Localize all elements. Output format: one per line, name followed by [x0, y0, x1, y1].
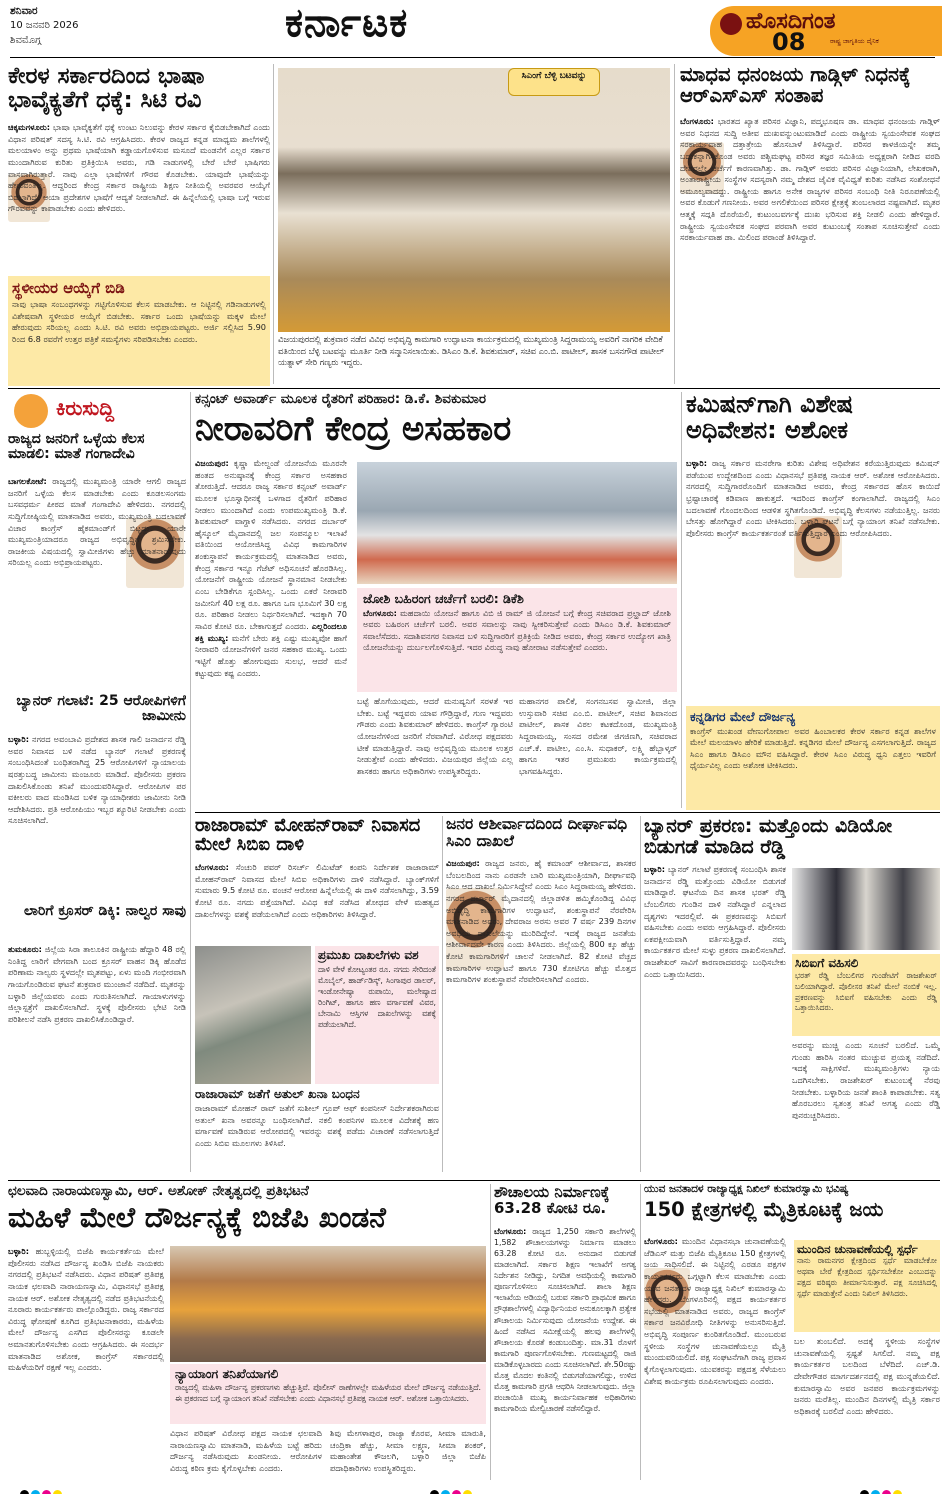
dateline: ಬಳ್ಳಾರಿ:: [644, 864, 665, 874]
headline: ಶೌಚಾಲಯ ನಿರ್ಮಾಣಕ್ಕೆ 63.28 ಕೋಟಿ ರೂ.: [494, 1184, 610, 1218]
date-label: 10 ಜನವರಿ 2026: [10, 20, 79, 32]
kicker: ಯುವ ಜನತಾದಳ ರಾಜ್ಯಾಧ್ಯಕ್ಷ ನಿಖಿಲ್ ಕುಮಾರಸ್ವಾಮಿ ಭವಿಷ್ಯ: [644, 1184, 849, 1195]
box-title: ಮುಂದಿನ ಚುನಾವಣೆಯಲ್ಲಿ ಸ್ಪರ್ಧೆ: [797, 1242, 918, 1256]
article-body: [8, 944, 186, 1174]
box-title: ಸಿಬಿಐಗೆ ವಹಿಸಲಿ: [795, 956, 859, 970]
dateline: ಬಳ್ಳಾರಿ:: [686, 458, 707, 468]
article-col3: ಶಿವು ಮೇಗಳಾಪುರ, ರಾಜ್ಯಾ ಕೊರವ, ಸೀಮಾ ಮಾರುತಿ, ಚಂದ್ರಿಕಾ ಹೆಚ್ಚು, ಸೀಮಾ ಲಕ್ಷ್ಮಣ, ಸೀಮಾ ಶಂಕರ್, ಮಹಾಂತೇಶ ಕೌಜಲಗಿ, ಬಳ್ಳಾರಿ ಜಿಲ್ಲಾ ಬಿಜೆಪಿ ಪದಾಧಿಕಾರಿಗಳು ಉಪಸ್ಥಿತರಿದ್ದರು.: [330, 1428, 486, 1473]
article-cbi-raid: [195, 816, 439, 1176]
article-col3: ಮಹಾನಗರ ಪಾಲಿಕೆ, ಸಂಗನಬಸವ ಸ್ವಾಮೀಜಿ, ಜಿಲ್ಲಾ ಉಸ್ತುವಾರಿ ಸಚಿವ ಎಂ.ಬಿ. ಪಾಟೀಲ್, ಸಚಿವ ಶಿವಾನಂದ ಪಾಟೀಲ್, ಶಾಸಕ ವಿಠಲ ಕಟಕದೊಂಡ, ಮುಖ್ಯಮಂತ್ರಿ ಸಿದ್ದರಾಮಯ್ಯ, ಸಂಸದ ರಮೇಶ ಜಿಗಜಿಣಗಿ, ಸಚಿವರಾದ ಎಚ್.ಕೆ. ಪಾಟೀಲ, ಎಂ.ಸಿ. ಸುಧಾಕರ್, ಲಕ್ಷ್ಮಿ ಹೆಬ್ಬಾಳ್ಕರ್ ಹಾಗೂ ಇತರ ಪ್ರಮುಖರು ಕಾರ್ಯಕ್ರಮದಲ್ಲಿ ಭಾಗವಹಿಸಿದ್ದರು.: [519, 696, 677, 776]
headline: ರಾಜಾರಾಮ್ ಮೋಹನ್‌ರಾವ್ ನಿವಾಸದ ಮೇಲೆ ಸಿಬಿಐ ದಾಳಿ: [195, 816, 421, 856]
masthead-rule: [10, 57, 935, 58]
article-body: [644, 1236, 786, 1484]
article-body: [494, 1226, 636, 1484]
photo-caption: ವಿಜಯಪುರದಲ್ಲಿ ಶುಕ್ರವಾರ ನಡೆದ ವಿವಿಧ ಅಭಿವೃದ್ಧಿ ಕಾಮಗಾರಿ ಉದ್ಘಾಟನಾ ಕಾರ್ಯಕ್ರಮದಲ್ಲಿ ಮುಖ್ಯಮಂತ್ರಿ ಸಿದ್ದರಾಮಯ್ಯ ಅವರಿಗೆ ನಾಗರಿಕ ವೇದಿಕೆ ವತಿಯಿಂದ ಬೆಳ್ಳಿ ಬಟವನ್ನು ಮೂರ್ತಿ ನೀಡಿ ಸನ್ಮಾನಿಸಲಾಯಿತು. ಡಿಸಿಎಂ ಡಿ.ಕೆ. ಶಿವಕುಮಾರ್, ಸಚಿವ ಎಂ.ಬಿ. ಪಾಟೀಲ್, ಶಾಸಕ ಬಸನಗೌಡ ಪಾಟೀಲ್ ಯತ್ನಾಳ್ ಸೇರಿ ಗಣ್ಯರು ಇದ್ದರು.: [278, 334, 665, 368]
place-label: ಶಿವಮೊಗ್ಗ: [10, 34, 42, 46]
article-col2: ಅವರನ್ನು ಮುಚ್ಚಿ ಎಂದು ಸೂಚನೆ ಬರಲಿದೆ. ಒಮ್ಮೆ ಗುಂಡು ಹಾರಿಸಿ ನಂತರ ಮುಚ್ಚುವ ಪ್ರಯತ್ನ ನಡೆದಿದೆ. ಇದಕ್ಕೆ ಸಾಕ್ಷಿಗಳಿವೆ. ಮುಖ್ಯಮಂತ್ರಿಗಳು ನ್ಯಾಯ ಒದಗಿಸಬೇಕು. ರಾಜಶೇಖರ್ ಕುಟುಂಬಕ್ಕೆ ನೆರವು ನೀಡಬೇಕು. ಬಳ್ಳಾರಿಯ ಜನತೆ ಶಾಂತಿ ಕಾಪಾಡಬೇಕು. ಸತ್ಯ ಹೊರಬರಲು ಸ್ವತಂತ್ರ ತನಿಖೆ ಅಗತ್ಯ ಎಂದು ರೆಡ್ಡಿ ಪುನರುಚ್ಚರಿಸಿದರು.: [792, 1040, 940, 1120]
article-body: [8, 476, 186, 702]
documents-box: [315, 946, 439, 1084]
article-col2: ಬಲ ತುಂಬಲಿದೆ. ಅದಕ್ಕೆ ಸ್ಥಳೀಯ ಸಂಸ್ಥೆಗಳ ಚುನಾವಣೆಯಲ್ಲಿ ಸ್ಪಷ್ಟತೆ ಸಿಗಲಿದೆ. ನಮ್ಮ ಪಕ್ಷ ಕಾರ್ಯಕರ್ತರ ಬಲದಿಂದ ಬೆಳೆದಿದೆ. ಎಚ್.ಡಿ. ದೇವೇಗೌಡರ ಮಾರ್ಗದರ್ಶನದಲ್ಲಿ ಪಕ್ಷ ಮುನ್ನಡೆಯಲಿದೆ. ಕುಮಾರಸ್ವಾಮಿ ಅವರ ಜನಪರ ಕಾರ್ಯಕ್ರಮಗಳನ್ನು ಜನರು ಮರೆತಿಲ್ಲ. ಮುಂದಿನ ದಿನಗಳಲ್ಲಿ ಮೈತ್ರಿ ಸರ್ಕಾರ ಅಧಿಕಾರಕ್ಕೆ ಬರಲಿದೆ ಎಂದು ಹೇಳಿದರು.: [794, 1336, 940, 1416]
cash-seized-photo: [195, 946, 311, 1084]
dateline: ಬಳ್ಳಾರಿ:: [8, 1246, 29, 1256]
masthead: [0, 0, 945, 58]
section-title: ಕರ್ನಾಟಕ: [285, 0, 409, 46]
date-block: [10, 4, 210, 52]
headline: ಮಾಧವ ಧನಂಜಯ ಗಾಡ್ಗಿಳ್ ನಿಧನಕ್ಕೆ ಆರ್‌ಎಸ್‌ಎಸ್ ಸಂತಾಪ: [680, 64, 911, 108]
kirusuddi-label: ಕಿರುಸುದ್ದಿ: [56, 396, 115, 420]
box-body: [363, 608, 671, 655]
box-title: ಕನ್ನಡಿಗರ ಮೇಲೆ ದೌರ್ಜನ್ಯ: [690, 709, 796, 724]
article-body: [8, 734, 186, 904]
row-rule: [195, 812, 940, 813]
day-label: ಶನಿವಾರ: [10, 5, 38, 17]
dateline: ಬೆಂಗಳೂರು:: [494, 1227, 527, 1236]
divider: [640, 1184, 641, 1480]
paper-name: ಹೊಸದಿಗಂತ: [746, 9, 836, 34]
registration-marks-center: [430, 1484, 510, 1494]
registration-marks-right: [860, 1484, 940, 1494]
protest-photo: [170, 1246, 486, 1362]
body-text: ರಾಜ್ಯ ಸರ್ಕಾರ ಮನರೇಗಾ ಕುರಿತು ವಿಶೇಷ ಅಧಿವೇಶನ ಕರೆಯುತ್ತಿರುವುದು ಕಮಿಷನ್ ಪಡೆಯುವ ಉದ್ದೇಶದಿಂದ ಎಂದು ವಿಧಾನಸಭೆ ಪ್ರತಿಪಕ್ಷ ನಾಯಕ ಆರ್. ಅಶೋಕ ಆರೋಪಿಸಿದರು. ನಗರದಲ್ಲಿ ಸುದ್ದಿಗಾರರೊಂದಿಗೆ ಮಾತನಾಡಿದ ಅವರು, ಕೇಂದ್ರ ಸರ್ಕಾರದ ಹೊಸ ಕಾಯಿದೆ ಭ್ರಷ್ಟಾಚಾರಕ್ಕೆ ಕಡಿವಾಣ ಹಾಕುತ್ತದೆ. ಇದರಿಂದ ಕಾಂಗ್ರೆಸ್ ಕಂಗಾಲಾಗಿದೆ. ರಾಜ್ಯದಲ್ಲಿ ಸಿಎಂ ಬದಲಾವಣೆ ಗೊಂದಲದಿಂದ ಆಡಳಿತ ಸ್ಥಗಿತಗೊಂಡಿದೆ. ಅಭಿವೃದ್ಧಿ ಕೆಲಸಗಳು ನಡೆಯುತ್ತಿಲ್ಲ. ಜನರು ಬೇಸತ್ತು ಹೋಗಿದ್ದಾರೆ ಎಂದು ಟೀಕಿಸಿದರು. ಬಳ್ಳಾರಿ ಘಟನೆ ಬಗ್ಗೆ ನ್ಯಾಯಾಂಗ ತನಿಖೆ ನಡೆಸಬೇಕು. ಪೊಲೀಸರು ಕಾಂಗ್ರೆಸ್ ಕಾರ್ಯಕರ್ತರಂತೆ ವರ್ತಿಸುತ್ತಿದ್ದಾರೆ ಎಂದು ಆರೋಪಿಸಿದರು.: [686, 458, 940, 538]
box-body: ಭರತ್ ರೆಡ್ಡಿ ಬೆಂಬಲಿಗರ ಗುಂಡೇಟಿಗೆ ರಾಜಶೇಖರ್ ಬಲಿಯಾಗಿದ್ದಾರೆ. ಪೊಲೀಸರ ತನಿಖೆ ಮೇಲೆ ನಂಬಿಕೆ ಇಲ್ಲ. ಪ್ರಕರಣವನ್ನು ಸಿಬಿಐಗೆ ವಹಿಸಬೇಕು ಎಂದು ರೆಡ್ಡಿ ಒತ್ತಾಯಿಸಿದರು.: [795, 970, 937, 1013]
photo-badge: ಸಿಎಂಗೆ ಬೆಳ್ಳಿ ಬಟವನ್ನು: [508, 68, 600, 96]
dateline: ವಿಜಯಪುರ:: [195, 458, 229, 468]
headline: ಲಾರಿಗೆ ಕ್ರೂಸರ್ ಡಿಕ್ಕಿ: ನಾಲ್ವರ ಸಾವು: [23, 904, 186, 919]
candidacy-box: [794, 1240, 940, 1332]
body-text: ಬ್ಯಾನರ್ ಗಲಾಟೆ ಪ್ರಕರಣಕ್ಕೆ ಸಂಬಂಧಿಸಿ ಶಾಸಕ ಜನಾರ್ದನ ರೆಡ್ಡಿ ಮತ್ತೊಂದು ವಿಡಿಯೋ ಬಿಡುಗಡೆ ಮಾಡಿದ್ದಾರೆ. ಘಟನೆಯ ದಿನ ಶಾಸಕ ಭರತ್ ರೆಡ್ಡಿ ಬೆಂಬಲಿಗರು ಗುಂಡಿನ ದಾಳಿ ನಡೆಸಿದ್ದಾರೆ ಎನ್ನಲಾದ ದೃಶ್ಯಗಳು ಇದರಲ್ಲಿವೆ. ಈ ಪ್ರಕರಣವನ್ನು ಸಿಬಿಐಗೆ ವಹಿಸಬೇಕು ಎಂದು ಅವರು ಆಗ್ರಹಿಸಿದ್ದಾರೆ. ಪೊಲೀಸರು ಏಕಪಕ್ಷೀಯವಾಗಿ ವರ್ತಿಸುತ್ತಿದ್ದಾರೆ. ನಮ್ಮ ಕಾರ್ಯಕರ್ತರ ಮೇಲೆ ಸುಳ್ಳು ಪ್ರಕರಣ ದಾಖಲಿಸಲಾಗಿದೆ. ರಾಜಶೇಖರ್ ಸಾವಿಗೆ ಕಾರಣರಾದವರನ್ನು ಬಂಧಿಸಬೇಕು ಎಂದು ಒತ್ತಾಯಿಸಿದರು.: [644, 864, 786, 979]
article-nikhil-alliance: [644, 1184, 940, 1484]
headline: ನೀರಾವರಿಗೆ ಕೇಂದ್ರ ಅಸಹಕಾರ: [195, 408, 512, 449]
kirusuddi-header: [8, 392, 186, 430]
article-cruiser-accident: [8, 904, 186, 1174]
article-ct-ravi: [8, 64, 270, 386]
kicker: ಕನ್ಸಂಟ್ ಅವಾರ್ಡ್ ಮೂಲಕ ರೈತರಿಗೆ ಪರಿಹಾರ: ಡಿ.ಕೆ. ಶಿವಕುಮಾರ: [195, 392, 487, 407]
box-title: ನ್ಯಾಯಾಂಗ ತನಿಖೆಯಾಗಲಿ: [175, 1366, 279, 1381]
article-irrigation: [195, 392, 677, 810]
divider: [640, 816, 641, 1172]
body-text: ಕೃಷ್ಣಾ ಮೇಲ್ದಂಡೆ ಯೋಜನೆಯ ಮೂರನೇ ಹಂತದ ಅನುಷ್ಠಾನಕ್ಕೆ ಕೇಂದ್ರ ಸರ್ಕಾರ ಅಸಹಕಾರ ತೋರುತ್ತಿದೆ. ಆದರೂ ರಾಜ್ಯ ಸರ್ಕಾರ ಕನ್ಸಂಟ್ ಅವಾರ್ಡ್ ಮೂಲಕ ಭೂಸ್ವಾಧೀನಕ್ಕೆ ಒಳಗಾದ ರೈತರಿಗೆ ಪರಿಹಾರ ನೀಡಲು ಮುಂದಾಗಿದೆ ಎಂದು ಉಪಮುಖ್ಯಮಂತ್ರಿ ಡಿ.ಕೆ. ಶಿವಕುಮಾರ್ ವಾಗ್ದಾಳಿ ನಡೆಸಿದರು. ನಗರದ ದರ್ಬಾರ್ ಹೈಸ್ಕೂಲ್ ಮೈದಾನದಲ್ಲಿ ಜಲ ಸಂಪನ್ಮೂಲ ಇಲಾಖೆ ವತಿಯಿಂದ ಆಯೋಜಿಸಿದ್ದ ವಿವಿಧ ಕಾಮಗಾರಿಗಳ ಶಂಕುಸ್ಥಾಪನೆ ಕಾರ್ಯಕ್ರಮದಲ್ಲಿ ಮಾತನಾಡಿದ ಅವರು, ಕೇಂದ್ರ ಸರ್ಕಾರ ಇನ್ನೂ ಗೆಜೆಟ್ ಅಧಿಸೂಚನೆ ಹೊರಡಿಸಿಲ್ಲ. ಯೋಜನೆಗೆ ರಾಷ್ಟ್ರೀಯ ಯೋಜನೆ ಸ್ಥಾನಮಾನ ನೀಡಬೇಕು ಎಂಬ ಬೇಡಿಕೆಗೂ ಸ್ಪಂದಿಸಿಲ್ಲ. ಒಂದು ಎಕರೆ ನೀರಾವರಿ ಜಮೀನಿಗೆ 40 ಲಕ್ಷ ರೂ. ಹಾಗೂ ಒಣ ಭೂಮಿಗೆ 30 ಲಕ್ಷ ರೂ. ಪರಿಹಾರ ನೀಡಲು ನಿರ್ಧರಿಸಲಾಗಿದೆ. ಇದಕ್ಕಾಗಿ 70 ಸಾವಿರ ಕೋಟಿ ರೂ. ಬೇಕಾಗುತ್ತದೆ ಎಂದರು.: [195, 458, 347, 631]
joshi-debate-box: [357, 588, 677, 692]
atul-khanna-arrest: [195, 1088, 439, 1176]
article-reddy-video: [644, 816, 940, 1176]
body-text: ಮುಂದಿನ ವಿಧಾನಸಭಾ ಚುನಾವಣೆಯಲ್ಲಿ ಜೆಡಿಎಸ್ ಮತ್ತು ಬಿಜೆಪಿ ಮೈತ್ರಿಕೂಟ 150 ಕ್ಷೇತ್ರಗಳಲ್ಲಿ ಜಯ ಸಾಧಿಸಲಿದೆ. ಈ ನಿಟ್ಟಿನಲ್ಲಿ ಎರಡೂ ಪಕ್ಷಗಳ ಕಾರ್ಯಕರ್ತರು ಒಗ್ಗಟ್ಟಾಗಿ ಕೆಲಸ ಮಾಡಬೇಕು ಎಂದು ಯುವ ಜನತಾದಳ ರಾಜ್ಯಾಧ್ಯಕ್ಷ ನಿಖಿಲ್ ಕುಮಾರಸ್ವಾಮಿ ಹೇಳಿದರು. ಬೆಂಗಳೂರಿನಲ್ಲಿ ಪಕ್ಷದ ಕಾರ್ಯಕರ್ತರ ಸಭೆಯಲ್ಲಿ ಮಾತನಾಡಿದ ಅವರು, ರಾಜ್ಯದ ಕಾಂಗ್ರೆಸ್ ಸರ್ಕಾರ ಜನವಿರೋಧಿ ನೀತಿಗಳನ್ನು ಅನುಸರಿಸುತ್ತಿದೆ. ಅಭಿವೃದ್ಧಿ ಸಂಪೂರ್ಣ ಕುಂಠಿತಗೊಂಡಿದೆ. ಮುಂಬರುವ ಸ್ಥಳೀಯ ಸಂಸ್ಥೆಗಳ ಚುನಾವಣೆಯಲ್ಲೂ ಮೈತ್ರಿ ಮುಂದುವರಿಯಲಿದೆ. ಪಕ್ಷ ಸಂಘಟನೆಗಾಗಿ ರಾಜ್ಯ ಪ್ರವಾಸ ಕೈಗೊಳ್ಳಲಾಗುವುದು. ಯುವಕರನ್ನು ಪಕ್ಷದತ್ತ ಸೆಳೆಯಲು ವಿಶೇಷ ಕಾರ್ಯಕ್ರಮ ರೂಪಿಸಲಾಗುವುದು ಎಂದರು.: [644, 1236, 786, 1386]
body-text: ಭಾಷಾ ಭಾವೈಕ್ಯತೆಗೆ ಧಕ್ಕೆ ಉಂಟು ನಿಲುವನ್ನು ಕೇರಳ ಸರ್ಕಾರ ಕೈಬಿಡಬೇಕಾಗಿದೆ ಎಂದು ವಿಧಾನ ಪರಿಷತ್ ಸದಸ್ಯ ಸಿ.ಟಿ. ರವಿ ಆಗ್ರಹಿಸಿದರು. ಕೇರಳ ರಾಜ್ಯದ ಕನ್ನಡ ಮಾಧ್ಯಮ ಶಾಲೆಗಳಲ್ಲಿ ಮಲಯಾಳಂ ಅನ್ನು ಪ್ರಥಮ ಭಾಷೆಯಾಗಿ ಕಡ್ಡಾಯಗೊಳಿಸುವ ಮಸೂದೆ ಮಂಡನೆಗೆ ಎಲ್ಲರ ಸರ್ಕಾರ ಮುಂದಾಗಿರುವ ಕುರಿತು ಪ್ರತಿಕ್ರಿಯಿಸಿ ಅವರು, ಗಡಿ ನಾಡುಗಳಲ್ಲಿ ಬೇರೆ ಬೇರೆ ಭಾಷಿಗರು ವಾಸವಾಗಿರುತ್ತಾರೆ. ನಾವು ಎಲ್ಲಾ ಭಾಷೆಗಳಿಗೆ ಗೌರವ ಕೊಡಬೇಕು. ಯಾವುದೇ ಭಾಷೆಯನ್ನು ಹೇರುವಂತಿಲ್ಲ. ಆದ್ದರಿಂದ ಕೇಂದ್ರ ಸರ್ಕಾರ ರಾಷ್ಟ್ರೀಯ ಶಿಕ್ಷಣ ನೀತಿಯಲ್ಲಿ ಅವರವರ ಆಯ್ಕೆಗೆ ಬಿಡಲಾಗಿದೆ. ಆಯಾ ಪ್ರದೇಶಗಳ ಭಾಷೆಗೆ ಆದ್ಯತೆ ನೀಡಲಾಗಿದೆ. ಈ ಹಿನ್ನೆಲೆಯಲ್ಲಿ ಭಾಷಾ ಬಗ್ಗೆ ಇರುವ ಗೌರವವನ್ನು ಕಾಪಾಡಬೇಕು ಎಂದು ಹೇಳಿದರು.: [8, 122, 270, 214]
dateline: ಬಾಗಲಕೋಟೆ:: [8, 476, 47, 486]
divider: [490, 1184, 491, 1480]
article-body: [686, 458, 940, 702]
article-col2: ವಿಧಾನ ಪರಿಷತ್ ವಿರೋಧ ಪಕ್ಷದ ನಾಯಕ ಛಲವಾದಿ ನಾರಾಯಣಸ್ವಾಮಿ ಮಾತನಾಡಿ, ಮಹಿಳೆಯ ಬಟ್ಟೆ ಹರಿದು ದೌರ್ಜನ್ಯ ನಡೆಸಿರುವುದು ಖಂಡನೀಯ. ಆರೋಪಿಗಳ ವಿರುದ್ಧ ಕಠಿಣ ಕ್ರಮ ಕೈಗೊಳ್ಳಬೇಕು ಎಂದರು.: [170, 1428, 322, 1473]
subhead-body: ಮನೆಗೆ ಬೇರು ಶಕ್ತಿ ಎಷ್ಟು ಮುಖ್ಯವೋ ಹಾಗೆ ನೀರಾವರಿ ಯೋಜನೆಗಳಿಗೆ ಜನರ ಸಹಕಾರ ಮುಖ್ಯ. ಒಂದು ಇಟ್ಟಿಗೆ ಹೊತ್ತು ಹೋಗುವುದು ಸುಲಭ, ಆದರೆ ಮನೆ ಕಟ್ಟುವುದು ಕಷ್ಟ ಎಂದರು.: [195, 632, 347, 678]
article-cm-record: [446, 816, 636, 1176]
headline: ರಾಜ್ಯದ ಜನರಿಗೆ ಒಳ್ಳೆಯ ಕೆಲಸ ಮಾಡಲಿ: ಮಾತೆ ಗಂಗಾದೇವಿ: [8, 432, 145, 463]
kannadiga-box: [686, 706, 940, 810]
headline: ಕೇರಳ ಸರ್ಕಾರದಿಂದ ಭಾಷಾ ಭಾವೈಕ್ಯತೆಗೆ ಧಕ್ಕೆ: ಸಿಟಿ ರವಿ: [8, 64, 205, 114]
kirusuddi-column: [8, 392, 186, 1174]
body-text: ಹುಬ್ಬಳ್ಳಿಯಲ್ಲಿ ಬಿಜೆಪಿ ಕಾರ್ಯಕರ್ತೆಯ ಮೇಲೆ ಪೊಲೀಸರು ನಡೆಸಿದ ದೌರ್ಜನ್ಯ ಖಂಡಿಸಿ ಬಿಜೆಪಿ ನಾಯಕರು ನಗರದಲ್ಲಿ ಪ್ರತಿಭಟನೆ ನಡೆಸಿದರು. ವಿಧಾನ ಪರಿಷತ್ ಪ್ರತಿಪಕ್ಷ ನಾಯಕ ಛಲವಾದಿ ನಾರಾಯಣಸ್ವಾಮಿ, ವಿಧಾನಸಭೆ ಪ್ರತಿಪಕ್ಷ ನಾಯಕ ಆರ್. ಅಶೋಕ ನೇತೃತ್ವದಲ್ಲಿ ನಡೆದ ಪ್ರತಿಭಟನೆಯಲ್ಲಿ ನೂರಾರು ಕಾರ್ಯಕರ್ತರು ಪಾಲ್ಗೊಂಡಿದ್ದರು. ರಾಜ್ಯ ಸರ್ಕಾರದ ವಿರುದ್ಧ ಘೋಷಣೆ ಕೂಗಿದ ಪ್ರತಿಭಟನಾಕಾರರು, ಮಹಿಳೆಯ ಮೇಲೆ ದೌರ್ಜನ್ಯ ಎಸಗಿದ ಪೊಲೀಸರನ್ನು ಕೂಡಲೇ ಅಮಾನತುಗೊಳಿಸಬೇಕು ಎಂದು ಆಗ್ರಹಿಸಿದರು. ಈ ಸಂದರ್ಭ ಮಾತನಾಡಿದ ಅಶೋಕ, ಕಾಂಗ್ರೆಸ್ ಸರ್ಕಾರದಲ್ಲಿ ಮಹಿಳೆಯರಿಗೆ ರಕ್ಷಣೆ ಇಲ್ಲ ಎಂದರು.: [8, 1246, 164, 1373]
box-title: ಪ್ರಮುಖ ದಾಖಲೆಗಳು ವಶ: [318, 948, 419, 962]
divider: [442, 816, 443, 1172]
box-body: ದಾಳಿ ವೇಳೆ ಕೋಟ್ಯಂತರ ರೂ. ನಗದು ಸೇರಿದಂತೆ ಮೊಬೈಲ್, ಹಾರ್ಡ್‌ಡಿಸ್ಕ್, ಸಿಂಗಾಪುರ ಡಾಲರ್, ಇಂಡೋನೇಷ್ಯಾ ರುಪಾಯಿ, ಮಲೇಷ್ಯಾದ ರಿಂಗಿಟ್, ಹಾಗೂ ಹಣ ವರ್ಗಾವಣೆ ವಿವರ, ಬೇನಾಮಿ ಆಸ್ತಿಗಳ ದಾಖಲೆಗಳನ್ನು ವಶಕ್ಕೆ ಪಡೆಯಲಾಗಿದೆ.: [318, 964, 436, 1030]
box-body: ನಾನು ರಾಮನಗರ ಕ್ಷೇತ್ರದಿಂದ ಸ್ಪರ್ಧೆ ಮಾಡಬೇಕೋ ಅಥವಾ ಬೇರೆ ಕ್ಷೇತ್ರದಿಂದ ಸ್ಪರ್ಧಿಸಬೇಕೋ ಎಂಬುದನ್ನು ಪಕ್ಷದ ವರಿಷ್ಠರು ತೀರ್ಮಾನಿಸುತ್ತಾರೆ. ಪಕ್ಷ ಸೂಚಿಸಿದಲ್ಲಿ ಸ್ಪರ್ಧೆ ಮಾಡುತ್ತೇನೆ ಎಂದು ನಿಖಿಲ್ ತಿಳಿಸಿದರು.: [797, 1256, 937, 1298]
divider: [190, 392, 191, 1172]
headline: ಕಮಿಷನ್‌ಗಾಗಿ ವಿಶೇಷ ಅಧಿವೇಶನ: ಅಶೋಕ: [686, 392, 853, 444]
subhead-body: ರಾಜಾರಾಮ್ ಮೋಹನ್ ರಾವ್ ಜತೆಗೆ ಸುಶೀಲ್ ಗ್ರೂಪ್ ಆಫ್ ಕಂಪನೀಸ್ ನಿರ್ದೇಶಕರಾಗಿರುವ ಅತುಲ್ ಖನಾ ಅವರನ್ನೂ ಬಂಧಿಸಲಾಗಿದೆ. ನಕಲಿ ಕಂಪನಿಗಳ ಮೂಲಕ ವಿದೇಶಕ್ಕೆ ಹಣ ವರ್ಗಾವಣೆ ಮಾಡಿರುವ ಆರೋಪದಲ್ಲಿ ಇವರನ್ನು ವಶಕ್ಕೆ ಪಡೆದು ವಿಚಾರಣೆ ನಡೆಸಲಾಗುತ್ತಿದೆ ಎಂದು ಸಿಬಿಐ ಮೂಲಗಳು ತಿಳಿಸಿವೆ.: [195, 1102, 439, 1148]
paper-logo: [710, 6, 942, 56]
article-bjp-protest: [8, 1184, 486, 1484]
body-text: ಸೆಂಚುರಿ ಪವರ್ ರಿಸರ್ಚ್ ಲಿಮಿಟೆಡ್ ಕಂಪನಿ ನಿರ್ದೇಶಕ ರಾಜಾರಾಮ್ ಮೋಹನ್‌ರಾವ್ ನಿವಾಸದ ಮೇಲೆ ಸಿಬಿಐ ಅಧಿಕಾರಿಗಳು ದಾಳಿ ನಡೆಸಿದ್ದಾರೆ. ಬ್ಯಾಂಕ್‌ಗಳಿಗೆ ಸುಮಾರು 9.5 ಕೋಟಿ ರೂ. ವಂಚನೆ ಆರೋಪ ಹಿನ್ನೆಲೆಯಲ್ಲಿ ಈ ದಾಳಿ ನಡೆಸಲಾಗಿದ್ದು, 3.59 ಕೋಟಿ ರೂ. ನಗದು ಪತ್ತೆಯಾಗಿದೆ. ವಿವಿಧ ಕಡೆ ನಡೆಸಿದ ಶೋಧದ ವೇಳೆ ಮಹತ್ವದ ದಾಖಲೆಗಳನ್ನು ವಶಕ್ಕೆ ಪಡೆಯಲಾಗಿದೆ ಎಂದು ಅಧಿಕಾರಿಗಳು ತಿಳಿಸಿದ್ದಾರೆ.: [195, 862, 439, 919]
article-banner-bail: [8, 694, 186, 904]
headline: ಬ್ಯಾನರ್ ಗಲಾಟೆ: 25 ಆರೋಪಿಗಳಿಗೆ ಜಾಮೀನು: [16, 694, 186, 725]
reddy-photo: [792, 868, 940, 950]
article-body: [195, 862, 439, 950]
subbox-body: ನಾವು ಭಾಷಾ ಸಂಬಂಧಗಳನ್ನು ಗಟ್ಟಿಗೊಳಿಸುವ ಕೆಲಸ ಮಾಡಬೇಕು. ಆ ನಿಟ್ಟಿನಲ್ಲಿ ಗಡಿನಾಡುಗಳಲ್ಲಿ ವಿಶೇಷವಾಗಿ ಸ್ಥಳೀಯರ ಆಯ್ಕೆಗೆ ಬಿಡಬೇಕು. ಸರ್ಕಾರ ಒಂದು ಭಾಷೆಯನ್ನು ಮಕ್ಕಳ ಮೇಲೆ ಹೇರುವುದು ಸರಿಯಲ್ಲ ಎಂದು ಸಿ.ಟಿ. ರವಿ ಅವರು ಅಭಿಪ್ರಾಯಪಟ್ಟರು. ಅರ್ಜಿ ಸಲ್ಲಿಸಿದ 5.90 ರಿಂದ 6.8 ರವರೆಗೆ ಉತ್ತರ ಪತ್ರಿಕೆ ಸಮಸ್ಯೆಗಳು ಸರಿಪಡಿಸಬೇಕು ಎಂದರು.: [12, 299, 266, 345]
hand-pointer-icon: [14, 394, 48, 428]
article-ashoka-commission: [686, 392, 940, 810]
page-number: 08: [772, 28, 806, 56]
body-text: ರಾಜ್ಯದಲ್ಲಿ ಮುಖ್ಯಮಂತ್ರಿ ಯಾರೇ ಆಗಲಿ ರಾಜ್ಯದ ಜನರಿಗೆ ಒಳ್ಳೆಯ ಕೆಲಸ ಮಾಡಬೇಕು ಎಂದು ಕೂಡಲಸಂಗಮ ಬಸವಧರ್ಮ ಪೀಠದ ಮಾತೆ ಗಂಗಾದೇವಿ ಹೇಳಿದರು. ನಗರದಲ್ಲಿ ಸುದ್ದಿಗೋಷ್ಠಿಯಲ್ಲಿ ಮಾತನಾಡಿದ ಅವರು, ಮುಖ್ಯಮಂತ್ರಿ ಬದಲಾವಣೆ ವಿಚಾರ ಕಾಂಗ್ರೆಸ್ ಹೈಕಮಾಂಡ್‌ಗೆ ಬಿಟ್ಟದ್ದು. ಯಾರೇ ಮುಖ್ಯಮಂತ್ರಿಯಾದರೂ ರಾಜ್ಯದ ಅಭಿವೃದ್ಧಿಗೆ ಶ್ರಮಿಸಬೇಕು. ರಾಜಕೀಯ ವಿಷಯದಲ್ಲಿ ಸ್ವಾಮೀಜಿಗಳು ಹೆಚ್ಚು ಮಾತನಾಡುವುದು ಸರಿಯಲ್ಲ ಎಂದು ಅಭಿಪ್ರಾಯಪಟ್ಟರು.: [8, 476, 186, 568]
subhead: ಎಲ್ಲರಿಂದಲೂ ಶಕ್ತಿ ಮುಖ್ಯ:: [195, 620, 347, 643]
headline: ಬ್ಯಾನರ್ ಪ್ರಕರಣ: ಮತ್ತೊಂದು ವಿಡಿಯೋ ಬಿಡುಗಡೆ ಮಾಡಿದ ರೆಡ್ಡಿ: [644, 816, 893, 858]
article-school-toilets: [494, 1184, 636, 1484]
divider: [273, 64, 274, 384]
body-text: ಭಾರತದ ಖ್ಯಾತ ಪರಿಸರ ವಿಜ್ಞಾನಿ, ಪದ್ಮಭೂಷಣ ಡಾ. ಮಾಧವ ಧನಂಜಯ ಗಾಡ್ಗಿಳ್ ಅವರ ನಿಧನದ ಸುದ್ದಿ ಅತೀವ ದುಃಖವನ್ನುಂಟುಮಾಡಿದೆ ಎಂದು ರಾಷ್ಟ್ರೀಯ ಸ್ವಯಂಸೇವಕ ಸಂಘದ ಸರಕಾರ್ಯವಾಹ ದತ್ತಾತ್ರೇಯ ಹೊಸಬಾಳೆ ತಿಳಿಸಿದ್ದಾರೆ. ಪರಿಸರ ಕಾಳಜಿಯನ್ನೇ ತಮ್ಮ ಬದುಕನ್ನಾಗಿಸಿಕೊಂಡ ಅವರು ಪಶ್ಚಿಮಘಟ್ಟ ಪರಿಸರ ತಜ್ಞರ ಸಮಿತಿಯ ಅಧ್ಯಕ್ಷರಾಗಿ ನೀಡಿದ ವರದಿ ದೇಶದಲ್ಲೇ ಚರ್ಚೆಗೆ ಕಾರಣವಾಗಿತ್ತು. ಡಾ. ಗಾಡ್ಗಿಳ್ ಅವರು ಪರಿಸರ ವಿಜ್ಞಾನಿಯಾಗಿ, ಲೇಖಕರಾಗಿ, ಅಂತಾರಾಷ್ಟ್ರೀಯ ಸಂಸ್ಥೆಗಳ ಸದಸ್ಯರಾಗಿ ನಮ್ಮ ದೇಶದ ಜೈವಿಕ ವೈವಿಧ್ಯತೆ ಕುರಿತು ನಡೆಸಿದ ಸಂಶೋಧನೆ ಅಮೂಲ್ಯವಾದದ್ದು. ರಾಷ್ಟ್ರೀಯ ಹಾಗೂ ಅನೇಕ ರಾಜ್ಯಗಳ ಪರಿಸರ ಸಂಬಂಧಿ ನೀತಿ ನಿರೂಪಣೆಯಲ್ಲಿ ಅವರ ಕೊಡುಗೆ ಗಣನೀಯ. ಅವರ ಅಗಲಿಕೆಯಿಂದ ಪರಿಸರ ಕ್ಷೇತ್ರಕ್ಕೆ ತುಂಬಲಾರದ ನಷ್ಟವಾಗಿದೆ. ಮೃತರ ಆತ್ಮಕ್ಕೆ ಸದ್ಗತಿ ದೊರೆಯಲಿ, ಕುಟುಂಬವರ್ಗಕ್ಕೆ ದುಃಖ ಭರಿಸುವ ಶಕ್ತಿ ನೀಡಲಿ ಎಂದು ಹೇಳಿದ್ದಾರೆ. ರಾಷ್ಟ್ರೀಯ ಸ್ವಯಂಸೇವಕ ಸಂಘದ ಪರವಾಗಿ ಅವರ ಕುಟುಂಬಕ್ಕೆ ಸಂತಾಪ ಸೂಚಿಸುತ್ತೇವೆ ಎಂದು ಸರಕಾರ್ಯವಾಹ ಡಾ. ಮಿಲಿಂದ ಪರಾಂಡೆ ತಿಳಿಸಿದ್ದಾರೆ.: [680, 116, 940, 243]
subbox-local-choice: [8, 276, 270, 386]
article-body: [644, 864, 786, 1176]
body-text: ರಾಜ್ಯದ 1,250 ಸರ್ಕಾರಿ ಶಾಲೆಗಳಲ್ಲಿ 1,582 ಶೌಚಾಲಯಗಳನ್ನು ನಿರ್ಮಾಣ ಮಾಡಲು 63.28 ಕೋಟಿ ರೂ. ಅನುದಾನ ಬಿಡುಗಡೆ ಮಾಡಲಾಗಿದೆ. ಸರ್ಕಾರ ಶಿಕ್ಷಣ ಇಲಾಖೆಗೆ ಅಗತ್ಯ ನಿರ್ದೇಶನ ನೀಡಿದ್ದು, ನಿಗದಿತ ಅವಧಿಯಲ್ಲಿ ಕಾಮಗಾರಿ ಪೂರ್ಣಗೊಳಿಸಲು ಸೂಚಿಸಲಾಗಿದೆ. ಶಾಲಾ ಶಿಕ್ಷಣ ಇಲಾಖೆಯ ಅಡಿಯಲ್ಲಿ ಬರುವ ಸರ್ಕಾರಿ ಪ್ರಾಥಮಿಕ ಹಾಗೂ ಪ್ರೌಢಶಾಲೆಗಳಲ್ಲಿ ವಿದ್ಯಾರ್ಥಿನಿಯರ ಅನುಕೂಲಕ್ಕಾಗಿ ಪ್ರತ್ಯೇಕ ಶೌಚಾಲಯ ನಿರ್ಮಿಸುವುದು ಯೋಜನೆಯ ಉದ್ದೇಶ. ಈ ಹಿಂದೆ ನಡೆಸಿದ ಸಮೀಕ್ಷೆಯಲ್ಲಿ ಹಲವು ಶಾಲೆಗಳಲ್ಲಿ ಶೌಚಾಲಯ ಕೊರತೆ ಕಂಡುಬಂದಿತ್ತು. ಮಾ.31 ರೊಳಗೆ ಕಾಮಗಾರಿ ಪೂರ್ಣಗೊಳಿಸಬೇಕು. ಗುಣಮಟ್ಟದಲ್ಲಿ ರಾಜಿ ಮಾಡಿಕೊಳ್ಳಬಾರದು ಎಂದು ಸೂಚಿಸಲಾಗಿದೆ. ಶೇ.50ರಷ್ಟು ಮೊತ್ತ ಮೊದಲ ಕಂತಿನಲ್ಲಿ ಬಿಡುಗಡೆಯಾಗಲಿದ್ದು, ಉಳಿದ ಮೊತ್ತ ಕಾಮಗಾರಿ ಪ್ರಗತಿ ಆಧರಿಸಿ ನೀಡಲಾಗುವುದು. ಜಿಲ್ಲಾ ಪಂಚಾಯಿತಿ ಮುಖ್ಯ ಕಾರ್ಯನಿರ್ವಾಹಕ ಅಧಿಕಾರಿಗಳು ಕಾಮಗಾರಿಯ ಮೇಲ್ವಿಚಾರಣೆ ನಡೆಸಲಿದ್ದಾರೆ.: [494, 1227, 636, 1413]
article-body: [680, 116, 940, 384]
body-text: ನಗರದ ಅವಂಬಾವಿ ಪ್ರದೇಶದ ಶಾಸಕ ಗಾಲಿ ಜನಾರ್ದನ ರೆಡ್ಡಿ ಅವರ ನಿವಾಸದ ಬಳಿ ನಡೆದ ಬ್ಯಾನರ್ ಗಲಾಟೆ ಪ್ರಕರಣಕ್ಕೆ ಸಂಬಂಧಿಸಿದಂತೆ ಬಂಧಿತರಾಗಿದ್ದ 25 ಆರೋಪಿಗಳಿಗೆ ನ್ಯಾಯಾಲಯ ಷರತ್ತುಬದ್ಧ ಜಾಮೀನು ಮಂಜೂರು ಮಾಡಿದೆ. ಪೊಲೀಸರು ಪ್ರಕರಣ ದಾಖಲಿಸಿಕೊಂಡು ತನಿಖೆ ಮುಂದುವರಿಸಿದ್ದಾರೆ. ಆರೋಪಿಗಳ ಪರ ವಕೀಲರು ವಾದ ಮಂಡಿಸಿದ ಬಳಿಕ ನ್ಯಾಯಾಧೀಶರು ಜಾಮೀನು ನೀಡಿ ಆದೇಶಿಸಿದರು. ಪ್ರತಿ ಆರೋಪಿಯು ಇಬ್ಬರ ಶ್ಯೂರಿಟಿ ನೀಡಬೇಕು ಎಂದು ಸೂಚಿಸಲಾಗಿದೆ.: [8, 734, 186, 826]
article-body: [8, 1246, 164, 1484]
headline: ಜನರ ಆಶೀರ್ವಾದದಿಂದ ದೀರ್ಘಾವಧಿ ಸಿಎಂ ದಾಖಲೆ: [446, 816, 628, 850]
judicial-probe-box: [170, 1364, 486, 1424]
dateline: ಬಳ್ಳಾರಿ:: [8, 734, 29, 744]
kicker: ಛಲವಾದಿ ನಾರಾಯಣಸ್ವಾಮಿ, ಆರ್. ಅಶೋಕ್ ನೇತೃತ್ವದಲ್ಲಿ ಪ್ರತಿಭಟನೆ: [8, 1184, 309, 1199]
headline: 150 ಕ್ಷೇತ್ರಗಳಲ್ಲಿ ಮೈತ್ರಿಕೂಟಕ್ಕೆ ಜಯ: [644, 1198, 884, 1222]
headline: ಮಹಿಳೆ ಮೇಲೆ ದೌರ್ಜನ್ಯಕ್ಕೆ ಬಿಜೆಪಿ ಖಂಡನೆ: [8, 1200, 386, 1234]
paper-tagline: ರಾಷ್ಟ್ರ ಜಾಗೃತಿಯ ದೈನಿಕ: [830, 37, 879, 45]
dateline: ತುಮಕೂರು:: [8, 944, 42, 954]
article-body: [8, 122, 270, 272]
article-gadgil: [680, 64, 940, 386]
row-rule: [8, 388, 940, 389]
cbi-box: [792, 954, 940, 1036]
subhead: ರಾಜಾರಾಮ್ ಜತೆಗೆ ಅತುಲ್ ಖನಾ ಬಂಧನ: [195, 1088, 360, 1101]
article-gangadevi: [8, 432, 186, 702]
lamp-icon: [720, 13, 742, 35]
row-rule: [8, 1180, 940, 1181]
dateline: ವಿಜಯಪುರ:: [446, 858, 480, 868]
box-body: ರಾಜ್ಯದಲ್ಲಿ ಮಹಿಳಾ ದೌರ್ಜನ್ಯ ಪ್ರಕರಣಗಳು ಹೆಚ್ಚುತ್ತಿವೆ. ಪೊಲೀಸ್ ಠಾಣೆಗಳಲ್ಲೇ ಮಹಿಳೆಯರ ಮೇಲೆ ದೌರ್ಜನ್ಯ ನಡೆಯುತ್ತಿದೆ. ಈ ಪ್ರಕರಣದ ಬಗ್ಗೆ ನ್ಯಾಯಾಂಗ ತನಿಖೆ ನಡೆಸಬೇಕು ಎಂದು ವಿಧಾನಸಭೆ ಪ್ರತಿಪಕ್ಷ ನಾಯಕ ಆರ್. ಅಶೋಕ ಒತ್ತಾಯಿಸಿದರು.: [175, 1382, 481, 1403]
box-text: ಮಹದಾಯಿ ಯೋಜನೆ ಹಾಗೂ ವಿಬಿ ಜಿ ರಾಮ್ ಜಿ ಯೋಜನೆ ಬಗ್ಗೆ ಕೇಂದ್ರ ಸಚಿವರಾದ ಪ್ರಲ್ಹಾದ್ ಜೋಶಿ ಅವರು ಬಹಿರಂಗ ಚರ್ಚೆಗೆ ಬರಲಿ. ಅವರ ಸವಾಲನ್ನು ನಾವು ಸ್ವೀಕರಿಸುತ್ತೇವೆ ಎಂದು ಡಿಸಿಎಂ ಡಿ.ಕೆ. ಶಿವಕುಮಾರ್ ಸವಾಲೆಸೆದರು. ಸದಾಶಿವನಗರ ನಿವಾಸದ ಬಳಿ ಸುದ್ದಿಗಾರರಿಗೆ ಪ್ರತಿಕ್ರಿಯೆ ನೀಡಿದ ಅವರು, ಕೇಂದ್ರ ಸರ್ಕಾರ ಉದ್ಯೋಗ ಖಾತ್ರಿ ಯೋಜನೆಯನ್ನು ದುರ್ಬಲಗೊಳಿಸುತ್ತಿದೆ. ಇದರ ವಿರುದ್ಧ ನಾವು ಹೋರಾಟ ನಡೆಸುತ್ತೇವೆ ಎಂದರು.: [363, 607, 672, 653]
article-body: [446, 858, 636, 1176]
subbox-title: ಸ್ಥಳೀಯರ ಆಯ್ಕೆಗೆ ಬಿಡಿ: [12, 279, 125, 297]
photo-cm-felicitation: [278, 68, 670, 386]
dateline: ಬೆಂಗಳೂರು:: [644, 1236, 678, 1246]
box-title: ಜೋಶಿ ಬಹಿರಂಗ ಚರ್ಚೆಗೆ ಬರಲಿ: ಡಿಕೆಶಿ: [363, 591, 524, 606]
body-text: ಜಿಲ್ಲೆಯ ಸಿರಾ ತಾಲೂಕಿನ ರಾಷ್ಟ್ರೀಯ ಹೆದ್ದಾರಿ 48 ರಲ್ಲಿ ನಿಂತಿದ್ದ ಲಾರಿಗೆ ವೇಗವಾಗಿ ಬಂದ ಕ್ರೂಸರ್ ವಾಹನ ಡಿಕ್ಕಿ ಹೊಡೆದ ಪರಿಣಾಮ ನಾಲ್ವರು ಸ್ಥಳದಲ್ಲೇ ಮೃತಪಟ್ಟು, ಏಳು ಮಂದಿ ಗಂಭೀರವಾಗಿ ಗಾಯಗೊಂಡಿರುವ ಘಟನೆ ಶುಕ್ರವಾರ ಮುಂಜಾನೆ ನಡೆದಿದೆ. ಮೃತರನ್ನು ಬಳ್ಳಾರಿ ಜಿಲ್ಲೆಯವರು ಎಂದು ಗುರುತಿಸಲಾಗಿದೆ. ಗಾಯಾಳುಗಳನ್ನು ಜಿಲ್ಲಾಸ್ಪತ್ರೆಗೆ ದಾಖಲಿಸಲಾಗಿದೆ. ಸ್ಥಳಕ್ಕೆ ಪೊಲೀಸರು ಭೇಟಿ ನೀಡಿ ಪರಿಶೀಲನೆ ನಡೆಸಿ ಪ್ರಕರಣ ದಾಖಲಿಸಿಕೊಂಡಿದ್ದಾರೆ.: [8, 944, 186, 1024]
article-body: [195, 458, 347, 810]
registration-marks-left: [20, 1484, 100, 1494]
divider: [681, 392, 682, 808]
event-photo: [278, 68, 670, 332]
body-text: ರಾಜ್ಯದ ಜನರು, ಹೈ ಕಮಾಂಡ್ ಆಶೀರ್ವಾದ, ಶಾಸಕರ ಬೆಂಬಲದಿಂದ ನಾನು ಎರಡನೇ ಬಾರಿ ಮುಖ್ಯಮಂತ್ರಿಯಾಗಿ, ದೀರ್ಘಾವಧಿ ಸಿಎಂ ಆದ ದಾಖಲೆ ನಿರ್ಮಿಸಿದ್ದೇನೆ ಎಂದು ಸಿಎಂ ಸಿದ್ದರಾಮಯ್ಯ ಹೇಳಿದರು. ನಗರದ ದರ್ಬಾರ್ ಮೈದಾನದಲ್ಲಿ ಜಿಲ್ಲಾಡಳಿತ ಹಮ್ಮಿಕೊಂಡಿದ್ದ ವಿವಿಧ ಅಭಿವೃದ್ಧಿ ಕಾಮಗಾರಿಗಳ ಉದ್ಘಾಟನೆ, ಶಂಕುಸ್ಥಾಪನೆ ನೆರವೇರಿಸಿ ಮಾತನಾಡಿದ ಅವರು, ದೇವರಾಜ ಅರಸು ಅವರ 7 ವರ್ಷ 239 ದಿನಗಳ ಅವಧಿಯ ದಾಖಲೆಯನ್ನು ಮುರಿದಿದ್ದೇನೆ. ಇದಕ್ಕೆ ರಾಜ್ಯದ ಜನತೆಯ ಆಶೀರ್ವಾದವೇ ಕಾರಣ ಎಂದು ತಿಳಿಸಿದರು. ಜಿಲ್ಲೆಯಲ್ಲಿ 800 ಕ್ಕೂ ಹೆಚ್ಚು ಕೋಟಿ ಕಾಮಗಾರಿಗಳಿಗೆ ಚಾಲನೆ ನೀಡಲಾಗಿದೆ. 82 ಕೋಟಿ ವೆಚ್ಚದ ಕಾಮಗಾರಿಗಳ ಉದ್ಘಾಟನೆ ಹಾಗೂ 730 ಕೋಟಿಗೂ ಹೆಚ್ಚು ಮೊತ್ತದ ಕಾಮಗಾರಿಗಳ ಶಂಕುಸ್ಥಾಪನೆ ನೆರವೇರಿಸಲಾಗಿದೆ ಎಂದರು.: [446, 858, 636, 985]
dateline: ಬೆಂಗಳೂರು:: [195, 862, 229, 872]
divider: [674, 64, 675, 384]
dateline: ಬೆಂಗಳೂರು:: [363, 607, 397, 618]
dks-stage-photo: [357, 462, 677, 584]
dateline: ಬೆಂಗಳೂರು:: [680, 116, 714, 126]
box-body: ಕಾಂಗ್ರೆಸ್ ಮುಖಂಡ ವೇಣುಗೋಪಾಲ ಅವರ ಹಿಂಬಾಲಕರ ಕೇರಳ ಸರ್ಕಾರ ಕನ್ನಡ ಶಾಲೆಗಳ ಮೇಲೆ ಮಲಯಾಳಂ ಹೇರಿಕೆ ಮಾಡುತ್ತಿದೆ. ಕನ್ನಡಿಗರ ಮೇಲೆ ದೌರ್ಜನ್ಯ ಎಸಗಲಾಗುತ್ತಿದೆ. ರಾಜ್ಯದ ಸಿಎಂ ಹಾಗೂ ಡಿಸಿಎಂ ಮೌನ ವಹಿಸಿದ್ದಾರೆ. ಕೇರಳ ಸಿಎಂ ವಿರುದ್ಧ ಧ್ವನಿ ಎತ್ತಲು ಇವರಿಗೆ ಧೈರ್ಯವಿಲ್ಲ ಎಂದು ಅಶೋಕ ಟೀಕಿಸಿದರು.: [690, 725, 936, 771]
article-col2: ಬಟ್ಟೆ ಹೊಗೆಯುವುದು, ಆದರೆ ಮನುಷ್ಯನಿಗೆ ಸರಳತೆ ಇರ ಬೇಕು. ಬಟ್ಟೆ ಇದ್ದವರು ಯಾವ ಗೌಡ್ರಿದ್ದಾರೆ, ಗುಣ ಇದ್ದವರು ಗೌಡರು ಎಂದು ಶಿವಕುಮಾರ್ ಹೇಳಿದರು. ಕಾಂಗ್ರೆಸ್ ಗ್ಯಾರಂಟಿ ಯೋಜನೆಗಳಿಂದ ಜನರಿಗೆ ನೆರವಾಗಿದೆ. ವಿರೋಧ ಪಕ್ಷದವರು ಟೀಕೆ ಮಾಡುತ್ತಿದ್ದಾರೆ. ನಾವು ಅಭಿವೃದ್ಧಿಯ ಮೂಲಕ ಉತ್ತರ ನೀಡುತ್ತೇವೆ ಎಂದು ಹೇಳಿದರು. ವಿಜಯಪುರ ಜಿಲ್ಲೆಯ ಎಲ್ಲ ಶಾಸಕರು ಹಾಗೂ ಅಧಿಕಾರಿಗಳು ಉಪಸ್ಥಿತರಿದ್ದರು.: [357, 696, 513, 776]
dateline: ಚಿಕ್ಕಮಗಳೂರು:: [8, 122, 51, 132]
